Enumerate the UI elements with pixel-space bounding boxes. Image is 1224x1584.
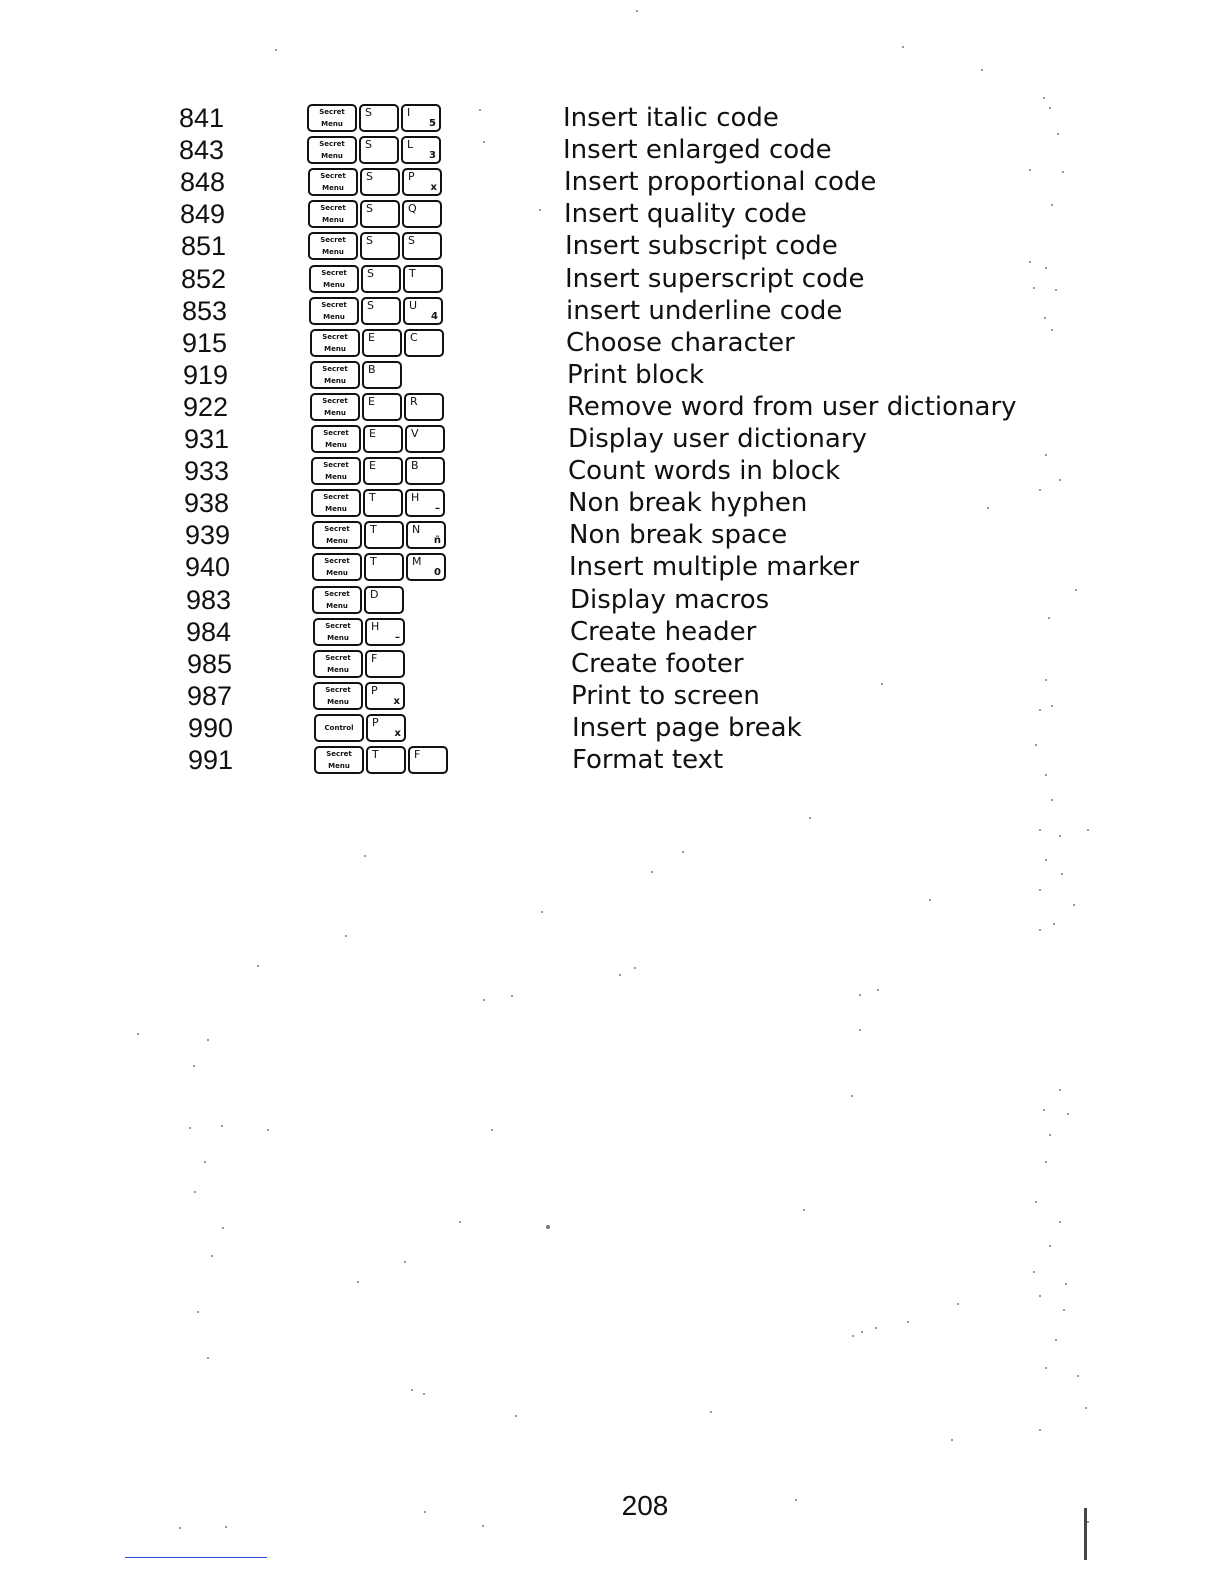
letter-key (404, 329, 444, 357)
table-row (0, 391, 1224, 423)
letter-key-main-label: S (366, 202, 373, 215)
letter-key (360, 232, 400, 260)
letter-key (365, 682, 405, 710)
letter-key-main-label: S (365, 106, 372, 119)
command-code: 984 (186, 617, 232, 647)
menu-key (308, 168, 358, 196)
menu-key (313, 650, 363, 678)
menu-key-bottom-label: Menu (326, 602, 348, 610)
letter-key (362, 361, 402, 389)
menu-key-bottom-label: Menu (321, 120, 343, 128)
letter-key-main-label: I (407, 106, 411, 119)
letter-key-main-label: P (408, 170, 415, 183)
letter-key (406, 553, 446, 581)
command-code: 990 (188, 713, 234, 743)
letter-key (362, 393, 402, 421)
key-sequence (311, 489, 445, 517)
key-sequence (313, 618, 405, 646)
letter-key-main-label: T (369, 491, 376, 504)
menu-key-bottom-label: Menu (322, 184, 344, 192)
menu-key-top-label: Secret (323, 461, 349, 469)
table-row (0, 648, 1224, 680)
command-description: Insert italic code (563, 103, 779, 133)
letter-key-main-label: T (370, 555, 377, 568)
letter-key-main-label: T (409, 267, 416, 280)
menu-key-bottom-label: Menu (326, 569, 348, 577)
command-description: Insert superscript code (565, 264, 865, 294)
letter-key (364, 586, 404, 614)
letter-key-main-label: H (411, 491, 420, 504)
menu-key-top-label: Secret (319, 140, 345, 148)
table-row (0, 263, 1224, 295)
letter-key-sub-label: – (435, 503, 440, 514)
letter-key-main-label: Q (408, 202, 417, 215)
command-description: Non break space (569, 520, 788, 550)
letter-key (363, 425, 403, 453)
table-row (0, 423, 1224, 455)
letter-key-main-label: M (412, 555, 422, 568)
menu-key-bottom-label: Menu (326, 537, 348, 545)
letter-key-main-label: U (409, 299, 418, 312)
command-code: 919 (183, 360, 229, 390)
command-code: 853 (182, 296, 228, 326)
menu-key (309, 297, 359, 325)
letter-key-main-label: P (371, 684, 378, 697)
table-row (0, 616, 1224, 648)
letter-key-sub-label: 4 (431, 311, 438, 322)
table-row (0, 487, 1224, 519)
letter-key-main-label: H (371, 620, 380, 633)
letter-key (401, 104, 441, 132)
menu-key-bottom-label: Menu (323, 313, 345, 321)
menu-key-top-label: Secret (319, 108, 345, 116)
command-description: insert underline code (566, 296, 843, 326)
menu-key-top-label: Secret (323, 493, 349, 501)
menu-key-bottom-label: Menu (323, 281, 345, 289)
letter-key-main-label: P (372, 716, 379, 729)
letter-key-sub-label: ñ (433, 535, 441, 546)
menu-key-bottom-label: Menu (327, 698, 349, 706)
letter-key (408, 746, 448, 774)
command-description: Format text (572, 745, 724, 775)
command-description: Print block (567, 360, 705, 390)
table-row (0, 584, 1224, 616)
menu-key (312, 586, 362, 614)
letter-key-main-label: E (369, 459, 376, 472)
table-row (0, 327, 1224, 359)
command-code: 922 (183, 392, 229, 422)
menu-key (307, 136, 357, 164)
letter-key-main-label: S (408, 234, 415, 247)
menu-key-top-label: Control (324, 724, 354, 732)
table-row (0, 551, 1224, 583)
command-code: 848 (180, 167, 226, 197)
letter-key (359, 104, 399, 132)
letter-key (363, 489, 403, 517)
menu-key-bottom-label: Menu (325, 441, 347, 449)
key-sequence (309, 265, 443, 293)
menu-key-top-label: Secret (323, 429, 349, 437)
menu-key-top-label: Secret (322, 333, 348, 341)
letter-key-main-label: V (411, 427, 419, 440)
key-sequence (310, 329, 444, 357)
menu-key-bottom-label: Menu (327, 666, 349, 674)
menu-key-bottom-label: Menu (324, 345, 346, 353)
letter-key-sub-label: x (393, 696, 400, 707)
letter-key-main-label: T (370, 523, 377, 536)
table-row (0, 102, 1224, 134)
command-description: Insert page break (572, 713, 802, 743)
letter-key-main-label: D (370, 588, 379, 601)
key-sequence (313, 650, 405, 678)
letter-key (359, 136, 399, 164)
letter-key-main-label: E (368, 395, 375, 408)
letter-key-main-label: T (372, 748, 379, 761)
letter-key-main-label: S (365, 138, 372, 151)
command-description: Insert enlarged code (563, 135, 832, 165)
key-sequence (313, 682, 405, 710)
letter-key (402, 232, 442, 260)
menu-key-bottom-label: Menu (325, 505, 347, 513)
command-code: 991 (188, 745, 234, 775)
command-code: 987 (187, 681, 233, 711)
letter-key (363, 457, 403, 485)
menu-key-top-label: Secret (321, 269, 347, 277)
letter-key-sub-label: x (430, 182, 437, 193)
menu-key (308, 232, 358, 260)
table-row (0, 295, 1224, 327)
menu-key (312, 553, 362, 581)
letter-key (366, 746, 406, 774)
menu-key (307, 104, 357, 132)
letter-key (402, 168, 442, 196)
letter-key (364, 521, 404, 549)
letter-key (361, 265, 401, 293)
command-description: Insert multiple marker (569, 552, 860, 582)
letter-key (406, 521, 446, 549)
table-row (0, 198, 1224, 230)
menu-key-top-label: Secret (324, 525, 350, 533)
key-sequence (312, 553, 446, 581)
letter-key-main-label: S (367, 267, 374, 280)
letter-key-main-label: F (371, 652, 378, 665)
letter-key-main-label: L (407, 138, 414, 151)
menu-key-top-label: Secret (325, 622, 351, 630)
table-row (0, 359, 1224, 391)
command-code: 915 (182, 328, 228, 358)
key-sequence (307, 104, 441, 132)
letter-key (366, 714, 406, 742)
letter-key (405, 489, 445, 517)
letter-key (364, 553, 404, 581)
table-row (0, 166, 1224, 198)
letter-key (404, 393, 444, 421)
command-description: Create footer (571, 649, 744, 679)
command-description: Choose character (566, 328, 795, 358)
menu-key-top-label: Secret (321, 301, 347, 309)
table-row (0, 680, 1224, 712)
command-code: 940 (185, 552, 231, 582)
letter-key-main-label: B (411, 459, 419, 472)
letter-key-main-label: N (412, 523, 421, 536)
menu-key (313, 618, 363, 646)
letter-key-main-label: B (368, 363, 376, 376)
command-description: Display macros (570, 585, 770, 615)
table-row (0, 744, 1224, 776)
command-code: 938 (184, 488, 230, 518)
page-number: 208 (621, 1490, 669, 1521)
letter-key (405, 457, 445, 485)
menu-key (310, 329, 360, 357)
letter-key-main-label: S (366, 234, 373, 247)
letter-key-main-label: E (368, 331, 375, 344)
menu-key (311, 457, 361, 485)
table-row (0, 455, 1224, 487)
key-sequence (311, 425, 445, 453)
command-code: 931 (184, 424, 230, 454)
scan-edge-line (125, 1557, 267, 1558)
menu-key-top-label: Secret (325, 654, 351, 662)
letter-key (401, 136, 441, 164)
letter-key (361, 297, 401, 325)
menu-key-bottom-label: Menu (322, 216, 344, 224)
letter-key (405, 425, 445, 453)
menu-key-top-label: Secret (320, 236, 346, 244)
letter-key-main-label: C (410, 331, 418, 344)
key-sequence (314, 746, 448, 774)
command-code: 933 (184, 456, 230, 486)
key-sequence (310, 393, 444, 421)
menu-key-top-label: Secret (325, 686, 351, 694)
letter-key-sub-label: 5 (429, 118, 436, 129)
command-description: Create header (570, 617, 757, 647)
command-code: 841 (179, 103, 225, 133)
menu-key-bottom-label: Menu (328, 762, 350, 770)
command-code: 852 (181, 264, 227, 294)
menu-key-bottom-label: Menu (324, 409, 346, 417)
menu-key-top-label: Secret (322, 365, 348, 373)
letter-key (360, 168, 400, 196)
command-description: Insert quality code (564, 199, 807, 229)
menu-key-top-label: Secret (324, 590, 350, 598)
key-sequence (307, 136, 441, 164)
letter-key (403, 297, 443, 325)
menu-key-top-label: Secret (320, 204, 346, 212)
command-description: Insert proportional code (564, 167, 877, 197)
command-description: Insert subscript code (565, 231, 838, 261)
menu-key-top-label: Secret (322, 397, 348, 405)
letter-key-main-label: R (410, 395, 418, 408)
letter-key-main-label: F (414, 748, 421, 761)
menu-key (311, 489, 361, 517)
menu-key-bottom-label: Menu (322, 248, 344, 256)
command-description: Print to screen (571, 681, 760, 711)
menu-key-bottom-label: Menu (321, 152, 343, 160)
letter-key (365, 618, 405, 646)
menu-key (311, 425, 361, 453)
key-sequence (308, 232, 442, 260)
key-sequence (308, 200, 442, 228)
command-description: Count words in block (568, 456, 841, 486)
menu-key (310, 361, 360, 389)
letter-key (403, 265, 443, 293)
table-row (0, 134, 1224, 166)
letter-key-sub-label: – (395, 632, 400, 643)
command-code: 849 (180, 199, 226, 229)
letter-key-sub-label: 0 (434, 567, 441, 578)
command-description: Non break hyphen (568, 488, 808, 518)
command-code: 985 (187, 649, 233, 679)
menu-key-bottom-label: Menu (327, 634, 349, 642)
command-code: 851 (181, 231, 227, 261)
key-sequence (310, 361, 402, 389)
menu-key (310, 393, 360, 421)
letter-key (360, 200, 400, 228)
letter-key-sub-label: 3 (429, 150, 436, 161)
menu-key (308, 200, 358, 228)
menu-key-bottom-label: Menu (325, 473, 347, 481)
menu-key (312, 521, 362, 549)
menu-key (314, 746, 364, 774)
command-description: Remove word from user dictionary (567, 392, 1017, 422)
letter-key (362, 329, 402, 357)
command-description: Display user dictionary (568, 424, 867, 454)
key-sequence (312, 521, 446, 549)
table-row (0, 519, 1224, 551)
menu-key (313, 682, 363, 710)
command-code: 843 (179, 135, 225, 165)
menu-key (309, 265, 359, 293)
key-sequence (308, 168, 442, 196)
menu-key-top-label: Secret (320, 172, 346, 180)
letter-key-sub-label: x (394, 728, 401, 739)
menu-key-top-label: Secret (326, 750, 352, 758)
table-row (0, 230, 1224, 262)
key-sequence (309, 297, 443, 325)
letter-key-main-label: S (367, 299, 374, 312)
command-code: 983 (186, 585, 232, 615)
key-sequence (312, 586, 404, 614)
command-code: 939 (185, 520, 231, 550)
letter-key (365, 650, 405, 678)
menu-key-top-label: Secret (324, 557, 350, 565)
letter-key-main-label: E (369, 427, 376, 440)
key-sequence (314, 714, 406, 742)
letter-key (402, 200, 442, 228)
letter-key-main-label: S (366, 170, 373, 183)
menu-key (314, 714, 364, 742)
table-row (0, 712, 1224, 744)
key-sequence (311, 457, 445, 485)
menu-key-bottom-label: Menu (324, 377, 346, 385)
